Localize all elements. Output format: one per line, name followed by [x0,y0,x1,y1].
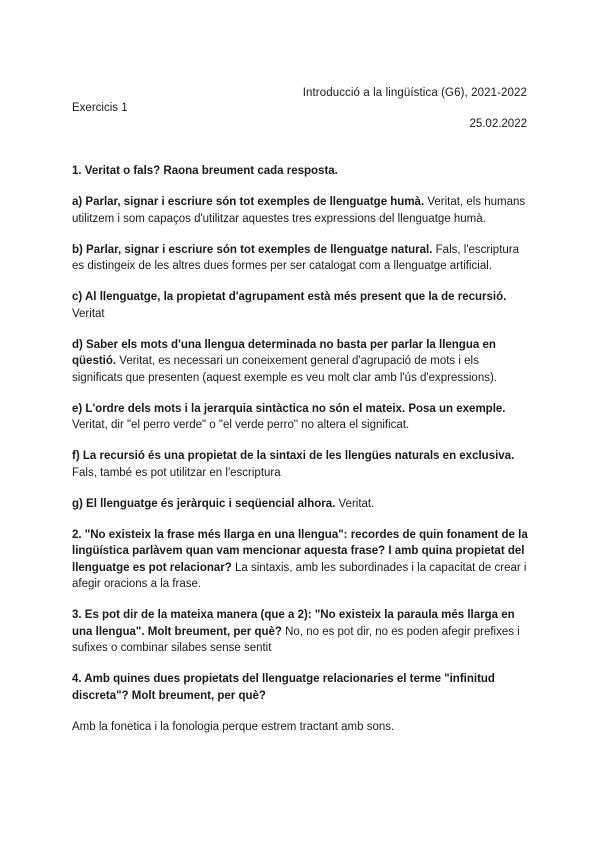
item-c [72,289,530,322]
section-4-question: 4. Amb quines dues propietats del llenguatge relacionaries el terme "infinitud discreta"? Molt breument, per què? [72,673,495,702]
item-d-question: d) Saber els mots d'una llengua determinada no basta per parlar la llengua en qüestió. [72,338,496,367]
document-date: 25.02.2022 [469,118,527,130]
section-2-answer: La sintaxis, amb les subordinades i la capacitat de crear i afegir oracions a la frase. [72,561,527,590]
item-f-answer: Fals, també es pot utilitzar en l'escriptura [72,466,281,479]
item-b-question: b) Parlar, signar i escriure són tot exemples de llenguatge natural. [72,243,433,256]
item-g-answer: Veritat. [335,497,375,510]
item-b-answer: Fals, l'escriptura es distingeix de les altres dues formes per ser catalogat com a llenguatge artificial. [72,243,520,272]
item-e-answer: Veritat, dir "el perro verde" o "el verde perro" no altera el significat. [72,419,410,431]
item-b [72,242,530,275]
item-a-question: a) Parlar, signar i escriure són tot exemples de llenguatge humà. [72,196,425,208]
item-c-question: c) Al llenguatge, la propietat d'agrupament està més present que la de recursió. [72,291,507,303]
course-header: Introducció a la lingüística (G6), 2021-2022 [302,87,527,99]
section-1-heading: 1. Veritat o fals? Raona breument cada resposta. [72,165,338,177]
section-2-question: 2. "No existeix la frase més llarga en una llengua": recordes de quin fonament de la lingüística parlàvem quan vam mencionar aquesta frase? I amb quina propietat del llenguatge es pot relacionar? [72,528,528,574]
item-g [72,496,530,513]
section-3 [72,607,530,657]
item-f-question: f) La recursió és una propietat de la sintaxi de les llengües naturals en exclusiva. [72,450,515,462]
item-a [72,194,530,227]
item-c-answer: Veritat [72,307,105,320]
item-d-answer: Veritat, es necessari un coneixement general d'agrupació de mots i els significats que presenten (aquest exemple es veu molt clar amb l'ús d'expressions). [72,355,497,384]
item-e-question: e) L'ordre dels mots i la jerarquia sintàctica no són el mateix. Posa un exemple. [72,402,506,415]
section-3-question: 3. Es pot dir de la mateixa manera (que a 2): "No existeix la paraula més llarga en una llengua". Molt breument, per què? [72,609,515,638]
exercise-title: Exercicis 1 [72,102,128,114]
item-f [72,448,530,481]
item-g-question: g) El llenguatge és jeràrquic i seqüencial alhora. [72,497,336,510]
document-body [72,163,530,750]
item-a-answer: Veritat, els humans utilitzem i som capaços d'utilitzar aquestes tres expressions del llenguatge humà. [72,196,526,225]
item-d [72,337,530,387]
item-e [72,401,530,434]
section-4-answer: Amb la fonetica i la fonologia perque estrem tractant amb sons. [72,720,395,733]
section-2 [72,527,530,593]
section-3-answer: No, no es pot dir, no es poden afegir prefixes i sufixes o combinar silabes sense sentit [72,625,520,654]
